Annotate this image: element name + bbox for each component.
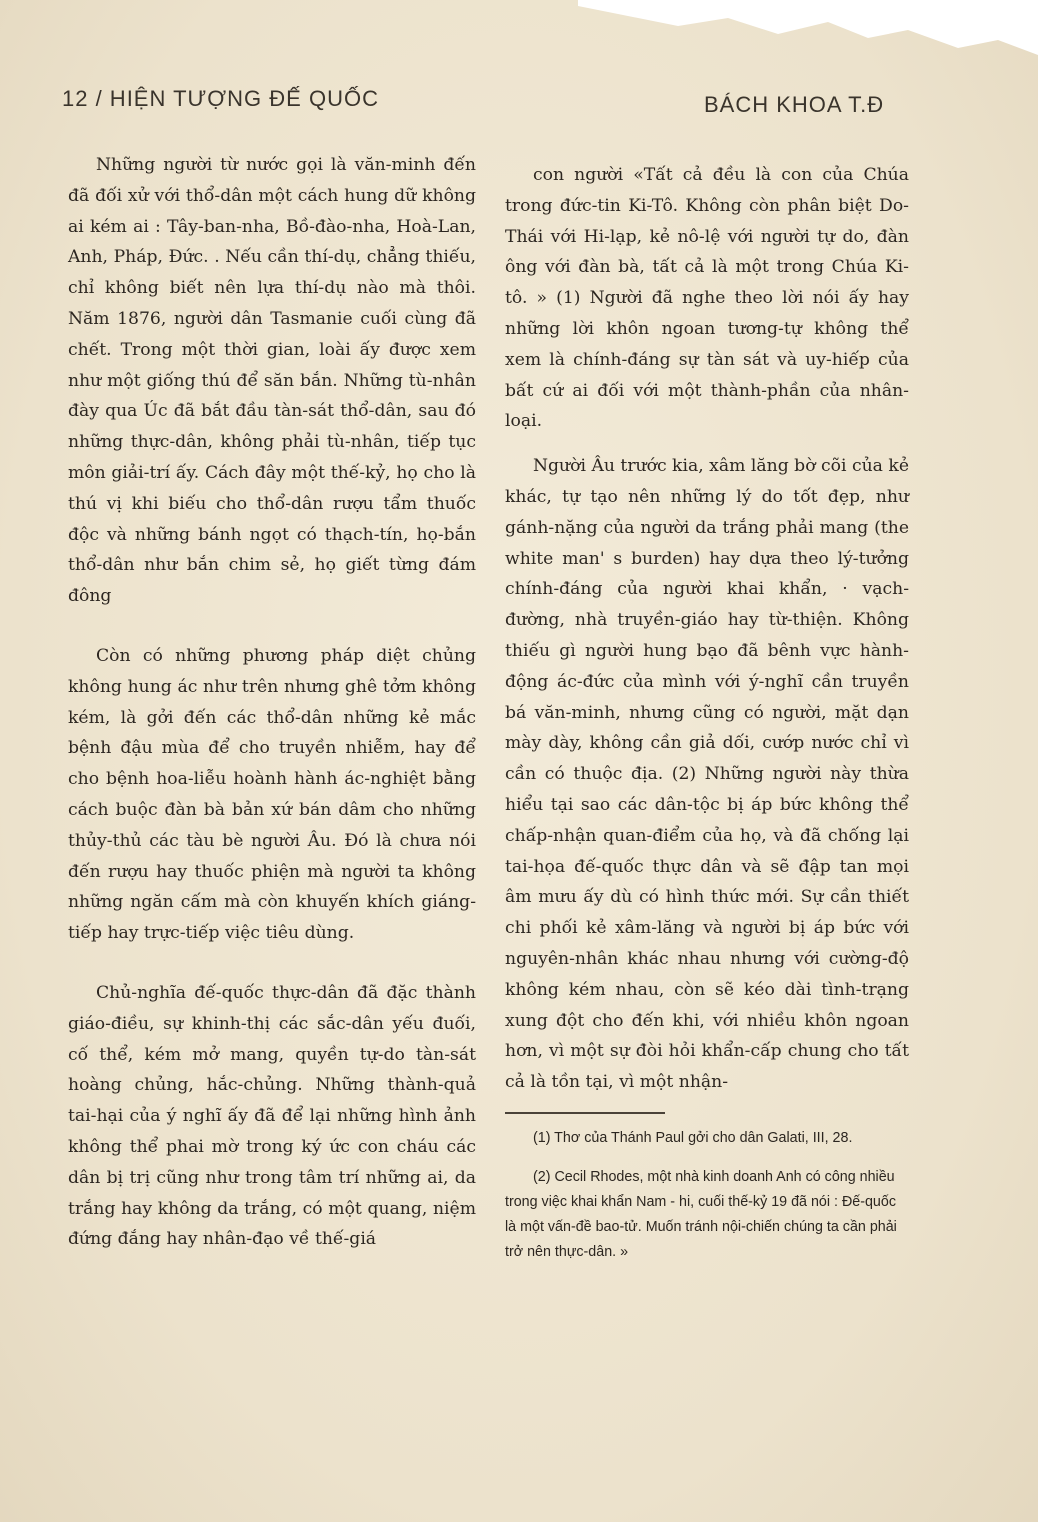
torn-corner-edge bbox=[578, 0, 1038, 70]
right-column bbox=[505, 160, 909, 1279]
paragraph: con người «Tất cả đều là con của Chúa trong đức-tin Ki-Tô. Không còn phân biệt Do-Thái với Hi-lạp, kẻ nô-lệ với người tự do, đàn ông với đàn bà, tất cả là một trong Chúa Ki-tô. » (1) Người đã nghe theo lời nói ấy hay những lời khôn ngoan tương-tự không thể xem là chính-đáng sự tàn sát và uy-hiếp của bất cứ ai đối với một thành-phần của nhân-loại. bbox=[505, 165, 909, 432]
footnote: (2) Cecil Rhodes, một nhà kinh doanh Anh có công nhiều trong việc khai khẩn Nam - hi, cuối thế-kỷ 19 đã nói : Đế-quốc là một vấn-đề bao-tử. Muốn tránh nội-chiến chúng ta cần phải trở nên thực-dân. » bbox=[505, 1168, 897, 1260]
left-column bbox=[68, 150, 476, 1284]
paragraph: Còn có những phương pháp diệt chủng không hung ác như trên nhưng ghê tởm không kém, là gởi đến các thổ-dân những kẻ mắc bệnh đậu mùa để cho truyền nhiễm, hay để cho bệnh hoa-liễu hoành hành ác-nghiệt bằng cách buộc đàn bà bản xứ bán dâm cho những thủy-thủ các tàu bè người Âu. Đó là chưa nói đến rượu hay thuốc phiện mà người ta không những ngăn cấm mà còn khuyến khích giáng-tiếp hay trực-tiếp việc tiêu dùng. bbox=[68, 645, 476, 944]
running-header-magazine: BÁCH KHOA T.Đ bbox=[704, 92, 885, 117]
footnote: (1) Thơ của Thánh Paul gởi cho dân Galati, III, 28. bbox=[533, 1129, 853, 1146]
paragraph: Chủ-nghĩa đế-quốc thực-dân đã đặc thành giáo-điều, sự khinh-thị các sắc-dân yếu đuối, cố thể, kém mở mang, quyền tự-do tàn-sát hoàng chủng, hắc-chủng. Những thành-quả tai-hại của ý nghĩ ấy đã để lại những hình ảnh không thể phai mờ trong ký ức con cháu các dân bị trị cũng như trong tâm trí những ai, da trắng hay không da trắng, có một quang, niệm đứng đắng hay nhân-đạo về thế-giá bbox=[68, 982, 476, 1250]
paragraph: Người Âu trước kia, xâm lăng bờ cõi của kẻ khác, tự tạo nên những lý do tốt đẹp, như gánh-nặng của người da trắng phải mang (the white man' s burden) hay dựa theo lý-tưởng chính-đáng của người khai khẩn, · vạch-đường, nhà truyền-giáo hay từ-thiện. Không thiếu gì người hung bạo đã bênh vực hành-động ác-đức của mình với ý-nghĩ cần truyền bá văn-minh, nhưng cũng có người, mặt dạn mày dày, không cần giả dối, cướp nước chỉ vì cần có thuộc địa. (2) Những người này thừa hiểu tại sao các dân-tộc bị áp bức không thể chấp-nhận quan-điểm của họ, và đã chống lại tai-họa đế-quốc thực dân và sẽ đập tan mọi âm mưu ấy dù có hình thức mới. Sự cần thiết chi phối kẻ xâm-lăng và người bị áp bức với nguyên-nhân khác nhau nhưng với cường-độ không kém nhau, còn sẽ kéo dài tình-trạng xung đột cho đến khi, với nhiều khôn ngoan hơn, vì một sự đòi hỏi khẩn-cấp chung cho tất cả là tồn tại, vì một nhận- bbox=[505, 456, 909, 1093]
running-header-title: 12 / HIỆN TƯỢNG ĐẾ QUỐC bbox=[62, 86, 379, 111]
paragraph: Những người từ nước gọi là văn-minh đến đã đối xử với thổ-dân một cách hung dữ không ai kém ai : Tây-ban-nha, Bồ-đào-nha, Hoà-Lan, Anh, Pháp, Đức. . Nếu cần thí-dụ, chẳng thiếu, chỉ không biết nên lựa thí-dụ nào mà thôi. Năm 1876, người dân Tasmanie cuối cùng đã chết. Trong một thời gian, loài ấy được xem như một giống thú để săn bắn. Những tù-nhân đày qua Úc đã bắt đầu tàn-sát thổ-dân, sau đó những thực-dân, không phải tù-nhân, tiếp tục môn giải-trí ấy. Cách đây một thế-kỷ, họ cho là thú vị khi biếu cho thổ-dân rượu tẩm thuốc độc và những bánh ngọt có thạch-tín, họ-bắn thổ-dân như bắn chim sẻ, họ giết từng đám đông bbox=[68, 155, 476, 607]
footnote-divider bbox=[505, 1112, 665, 1114]
